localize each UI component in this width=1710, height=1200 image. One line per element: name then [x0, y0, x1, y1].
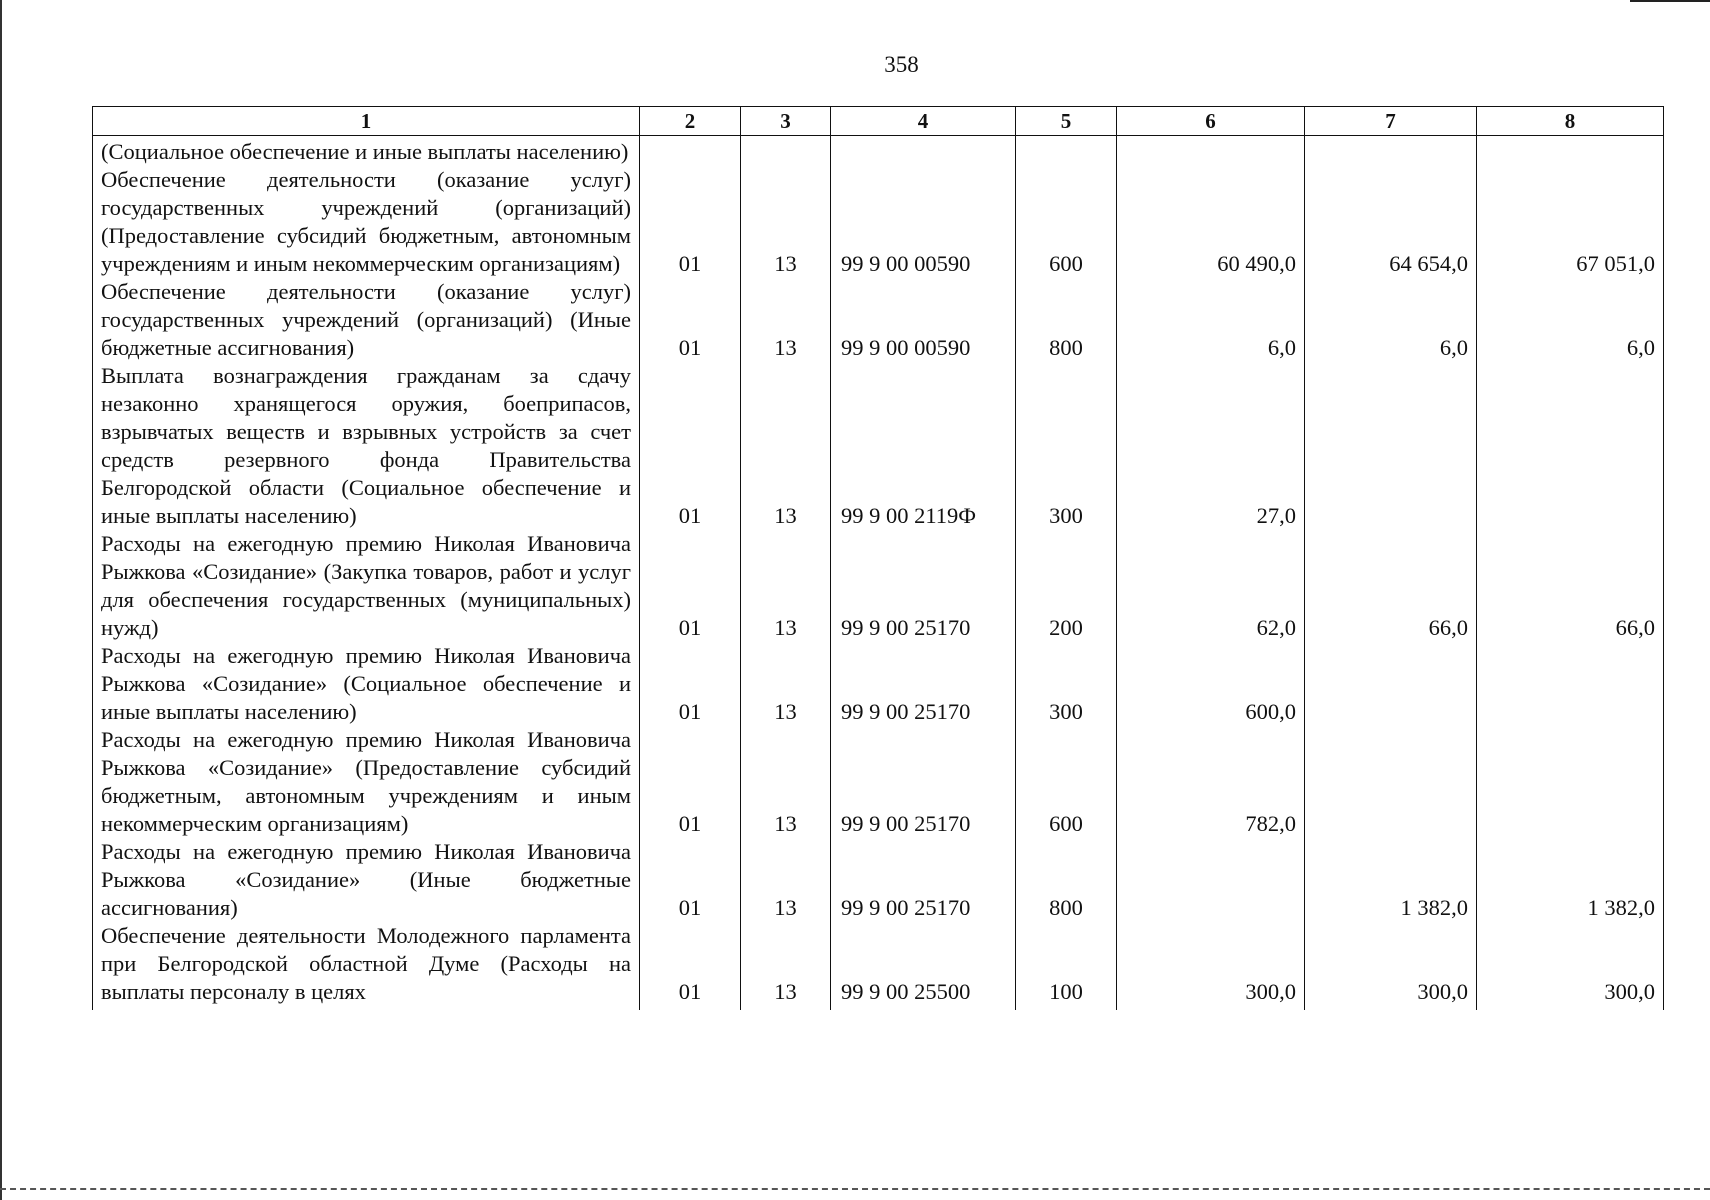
row-section: 01 [640, 642, 741, 726]
header-col-4: 4 [831, 107, 1016, 136]
page-number: 358 [884, 52, 919, 77]
row-subsection: 13 [741, 838, 831, 922]
row-amount-col-7 [1305, 726, 1477, 838]
row-amount-col-7: 66,0 [1305, 530, 1477, 642]
row-subsection: 13 [741, 362, 831, 530]
row-amount-col-8: 66,0 [1477, 530, 1664, 642]
row-section: 01 [640, 530, 741, 642]
row-description: Расходы на ежегодную премию Николая Ивановича Рыжкова «Созидание» (Социальное обеспечение и иные выплаты населению) [93, 642, 640, 726]
row-amount-col-6: 782,0 [1117, 726, 1305, 838]
row-amount-col-7 [1305, 136, 1477, 167]
row-amount-col-8 [1477, 136, 1664, 167]
header-col-5: 5 [1016, 107, 1117, 136]
row-amount-col-8: 67 051,0 [1477, 166, 1664, 278]
row-section: 01 [640, 362, 741, 530]
table-row [93, 166, 1664, 278]
row-amount-col-8: 300,0 [1477, 922, 1664, 1010]
scan-bottom-rule [0, 1188, 1710, 1190]
row-amount-col-6: 62,0 [1117, 530, 1305, 642]
row-amount-col-8: 1 382,0 [1477, 838, 1664, 922]
row-expense-type: 600 [1016, 726, 1117, 838]
scan-corner-rule [1630, 0, 1710, 2]
header-col-7: 7 [1305, 107, 1477, 136]
row-expense-type: 100 [1016, 922, 1117, 1010]
row-description: Обеспечение деятельности (оказание услуг) государственных учреждений (организаций) (Иные бюджетные ассигнования) [93, 278, 640, 362]
row-target-article: 99 9 00 25170 [831, 838, 1016, 922]
row-section: 01 [640, 838, 741, 922]
row-amount-col-6 [1117, 838, 1305, 922]
header-col-3: 3 [741, 107, 831, 136]
row-subsection [741, 136, 831, 167]
row-section: 01 [640, 922, 741, 1010]
row-target-article: 99 9 00 25170 [831, 642, 1016, 726]
table-body [93, 136, 1664, 1011]
row-amount-col-7 [1305, 642, 1477, 726]
header-col-1: 1 [93, 107, 640, 136]
row-amount-col-8 [1477, 362, 1664, 530]
row-expense-type [1016, 136, 1117, 167]
row-target-article: 99 9 00 25170 [831, 530, 1016, 642]
row-amount-col-6: 6,0 [1117, 278, 1305, 362]
row-amount-col-8 [1477, 726, 1664, 838]
header-col-2: 2 [640, 107, 741, 136]
row-description: Расходы на ежегодную премию Николая Ивановича Рыжкова «Созидание» (Иные бюджетные ассигнования) [93, 838, 640, 922]
row-target-article: 99 9 00 00590 [831, 278, 1016, 362]
row-amount-col-7 [1305, 362, 1477, 530]
row-amount-col-8: 6,0 [1477, 278, 1664, 362]
row-description: Расходы на ежегодную премию Николая Ивановича Рыжкова «Созидание» (Предоставление субсидий бюджетным, автономным учреждениям и иным некоммерческим организациям) [93, 726, 640, 838]
table-row [93, 642, 1664, 726]
row-subsection: 13 [741, 922, 831, 1010]
scan-left-edge [0, 0, 2, 1200]
row-expense-type: 600 [1016, 166, 1117, 278]
row-section: 01 [640, 278, 741, 362]
row-target-article [831, 136, 1016, 167]
header-col-6: 6 [1117, 107, 1305, 136]
row-expense-type: 300 [1016, 362, 1117, 530]
row-description: Выплата вознаграждения гражданам за сдачу незаконно хранящегося оружия, боеприпасов, взрывчатых веществ и взрывных устройств за счет средств резервного фонда Правительства Белгородской области (Социальное обеспечение и иные выплаты населению) [93, 362, 640, 530]
row-target-article: 99 9 00 2119Ф [831, 362, 1016, 530]
table-row [93, 922, 1664, 1010]
table-row [93, 278, 1664, 362]
row-amount-col-8 [1477, 642, 1664, 726]
row-description: (Социальное обеспечение и иные выплаты населению) [93, 136, 640, 167]
row-amount-col-6 [1117, 136, 1305, 167]
row-section [640, 136, 741, 167]
table-header-row [93, 107, 1664, 136]
row-expense-type: 800 [1016, 838, 1117, 922]
row-amount-col-6: 60 490,0 [1117, 166, 1305, 278]
row-description: Расходы на ежегодную премию Николая Ивановича Рыжкова «Созидание» (Закупка товаров, работ и услуг для обеспечения государственных (муниципальных) нужд) [93, 530, 640, 642]
row-target-article: 99 9 00 25170 [831, 726, 1016, 838]
row-subsection: 13 [741, 642, 831, 726]
row-description: Обеспечение деятельности (оказание услуг) государственных учреждений (организаций) (Предоставление субсидий бюджетным, автономным учреждениям и иным некоммерческим организациям) [93, 166, 640, 278]
row-subsection: 13 [741, 166, 831, 278]
header-col-8: 8 [1477, 107, 1664, 136]
row-amount-col-6: 600,0 [1117, 642, 1305, 726]
row-section: 01 [640, 726, 741, 838]
row-amount-col-7: 64 654,0 [1305, 166, 1477, 278]
row-target-article: 99 9 00 00590 [831, 166, 1016, 278]
table-row [93, 136, 1664, 167]
row-amount-col-7: 300,0 [1305, 922, 1477, 1010]
table-row [93, 726, 1664, 838]
row-subsection: 13 [741, 530, 831, 642]
row-amount-col-6: 300,0 [1117, 922, 1305, 1010]
row-description: Обеспечение деятельности Молодежного парламента при Белгородской областной Думе (Расходы на выплаты персоналу в целях [93, 922, 640, 1010]
row-expense-type: 800 [1016, 278, 1117, 362]
row-expense-type: 200 [1016, 530, 1117, 642]
table-row [93, 838, 1664, 922]
row-section: 01 [640, 166, 741, 278]
row-target-article: 99 9 00 25500 [831, 922, 1016, 1010]
row-subsection: 13 [741, 726, 831, 838]
row-amount-col-6: 27,0 [1117, 362, 1305, 530]
row-subsection: 13 [741, 278, 831, 362]
row-amount-col-7: 6,0 [1305, 278, 1477, 362]
row-expense-type: 300 [1016, 642, 1117, 726]
row-amount-col-7: 1 382,0 [1305, 838, 1477, 922]
budget-table [92, 106, 1664, 1010]
table-row [93, 362, 1664, 530]
table-row [93, 530, 1664, 642]
